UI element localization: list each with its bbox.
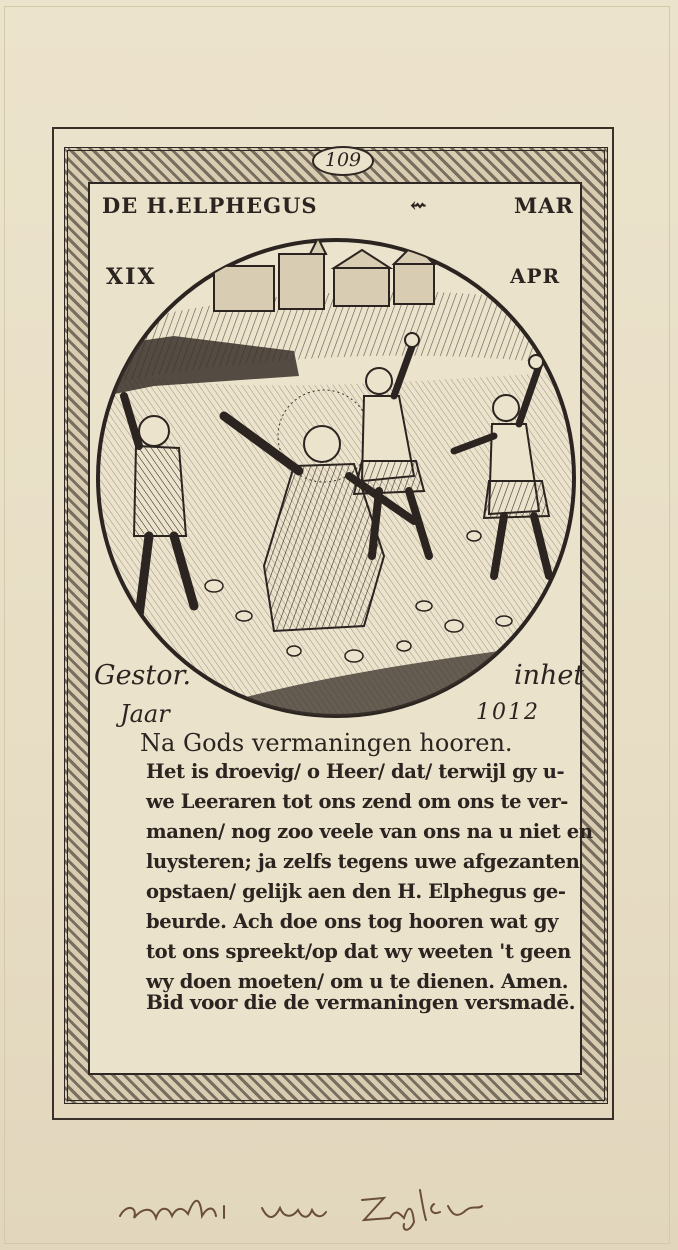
handwritten-signature — [112, 1176, 512, 1236]
prayer-footer: Bid voor die de vermaningen versmadē. — [146, 990, 576, 1014]
death-year: 1012 — [476, 700, 540, 725]
feast-day: XIX — [106, 264, 157, 290]
prayer-line: beurde. Ach doe ons tog hooren wat gy — [146, 910, 558, 933]
death-caption-in-het: inhet — [514, 660, 585, 691]
feast-month: APR — [510, 264, 561, 288]
engraved-medallion — [94, 236, 578, 720]
page-number: 109 — [312, 146, 374, 176]
prayer-line: opstaen/ gelijk aen den H. Elphegus ge- — [146, 880, 566, 903]
saint-name: DE H.ELPHEGUS — [102, 193, 318, 218]
prayer-line: manen/ nog zoo veele van ons na u niet en — [146, 820, 593, 843]
arrow-ornament-icon: ⇜ — [410, 193, 428, 217]
prayer-line: Het is droevig/ o Heer/ dat/ terwijl gy u- — [146, 760, 565, 783]
prayer-line: tot ons spreekt/op dat wy weeten 't geen — [146, 940, 571, 963]
prayer-line: we Leeraren tot ons zend om ons te ver- — [146, 790, 568, 813]
prayer-title: Na Gods vermaningen hooren. — [140, 729, 513, 757]
prayer-line: luysteren; ja zelfs tegens uwe afgezanten — [146, 850, 580, 873]
month-label: MAR — [514, 193, 574, 218]
death-caption-jaar: Jaar — [120, 700, 170, 728]
header-line — [102, 193, 574, 221]
prayer-line: wy doen moeten/ om u te dienen. Amen. — [146, 970, 569, 993]
prayer-body — [146, 757, 593, 997]
death-caption-gestor: Gestor. — [94, 660, 192, 691]
